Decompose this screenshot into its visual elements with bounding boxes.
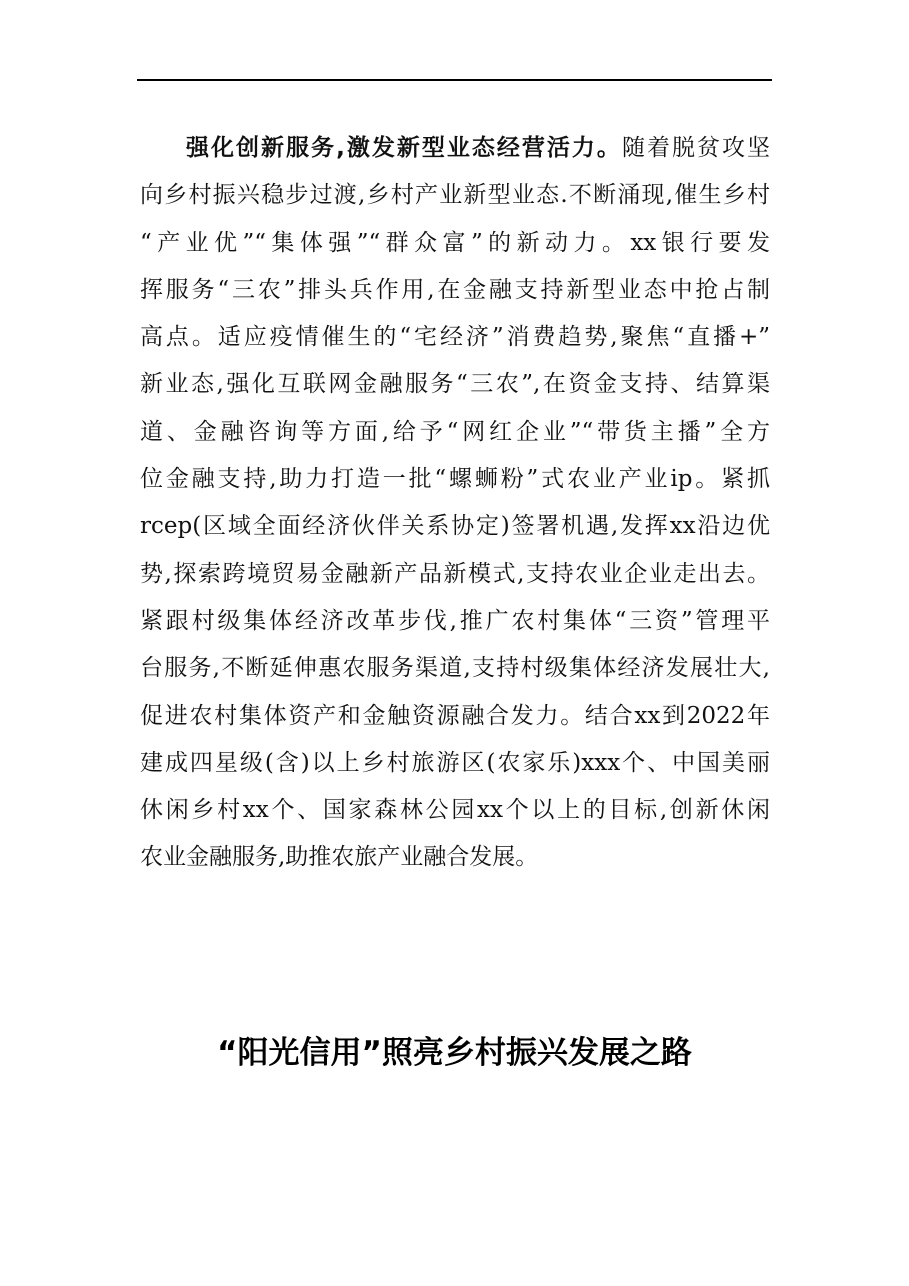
paragraph-line-8: 位金融支持,助力打造一批“螺蛳粉”式农业产业ip。紧抓 [140,466,770,493]
paragraph-line-9: rcep(区域全面经济伙伴关系协定)签署机遇,发挥xx沿边优 [140,513,770,540]
paragraph-line-3: “产业优”“集体强”“群众富”的新动力。xx银行要发 [140,229,770,256]
paragraph-line-1 [140,130,770,177]
section-title: “阳光信用”照亮乡村振兴发展之路 [217,1035,692,1071]
paragraph-line-7: 道、金融咨询等方面,给予“网红企业”“带货主播”全方 [140,418,770,445]
paragraph-line-5: 高点。适应疫情催生的“宅经济”消费趋势,聚焦“直播+” [140,324,770,351]
paragraph-lead: 强化创新服务,激发新型业态经营活力。 [186,135,622,161]
header-rule [137,79,772,81]
paragraph-line-6: 新业态,强化互联网金融服务“三农”,在资金支持、结算渠 [140,371,770,398]
paragraph-line-2: 向乡村振兴稳步过渡,乡村产业新型业态.不断涌现,催生乡村 [140,182,770,209]
paragraph-line-11: 紧跟村级集体经济改革步伐,推广农村集体“三资”管理平 [140,607,770,634]
paragraph-line-10: 势,探索跨境贸易金融新产品新模式,支持农业企业走出去。 [140,560,770,587]
paragraph-line-4: 挥服务“三农”排头兵作用,在金融支持新型业态中抢占制 [140,276,770,303]
paragraph-line-13: 促进农村集体资产和金触资源融合发力。结合xx到2022年 [140,702,770,729]
paragraph-line-14: 建成四星级(含)以上乡村旅游区(农家乐)xxx个、中国美丽 [140,749,770,776]
paragraph-line-12: 台服务,不断延伸惠农服务渠道,支持村级集体经济发展壮大, [140,655,770,682]
paragraph-line-15: 休闲乡村xx个、国家森林公园xx个以上的目标,创新休闲 [140,797,770,824]
paragraph-line-16: 农业金融服务,助推农旅产业融合发展。 [140,844,539,871]
paragraph-line-1-rest: 随着脱贫攻坚 [621,135,770,161]
body-paragraph [140,130,770,887]
